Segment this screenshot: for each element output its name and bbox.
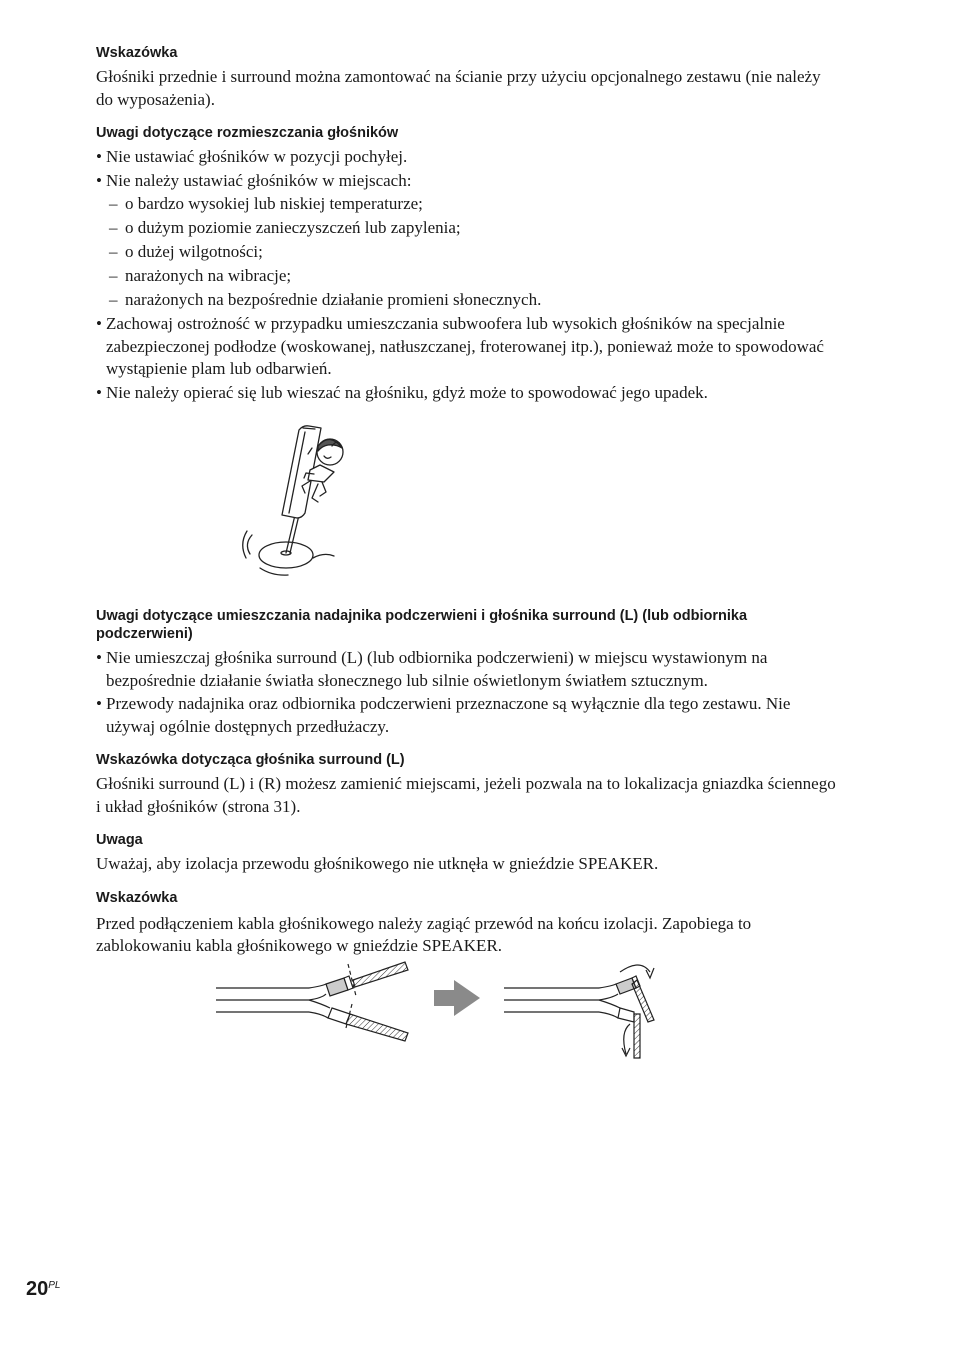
bullet-item: • Nie należy ustawiać głośników w miejscach: — [96, 170, 412, 190]
illustration-speaker-cable-bending — [214, 956, 664, 1066]
dash-item: – o dużym poziomie zanieczyszczeń lub zapylenia; — [109, 218, 461, 237]
bullet-item: • Przewody nadajnika oraz odbiornika podczerwieni przeznaczone są wyłącznie dla tego zestawu. Nie używaj ogólnie dostępnych przedłużaczy. — [96, 694, 791, 736]
heading-note: Uwaga — [96, 832, 143, 848]
heading-tip-surround-l: Wskazówka dotycząca głośnika surround (L) — [96, 752, 405, 768]
paragraph-note: Uważaj, aby izolacja przewodu głośnikowego nie utknęła w gnieździe SPEAKER. — [96, 854, 659, 873]
arrow-right-icon — [434, 980, 480, 1016]
paragraph-surround-swap: Głośniki surround (L) i (R) możesz zamienić miejscami, jeżeli pozwala na to lokalizacja gniazdka ściennego i układ głośników (strona 31). — [96, 774, 836, 816]
dash-item: – narażonych na bezpośrednie działanie promieni słonecznych. — [109, 290, 542, 309]
bullet-item: • Nie ustawiać głośników w pozycji pochyłej. — [96, 147, 408, 166]
bullet-item: • Nie należy opierać się lub wieszać na głośniku, gdyż może to spowodować jego upadek. — [96, 382, 708, 402]
page-number: $20^{PL}$ — [26, 1278, 61, 1300]
dash-item: – o dużej wilgotności; — [109, 242, 263, 261]
paragraph-cable-bend: Przed podłączeniem kabla głośnikowego należy zagiąć przewód na końcu izolacji. Zapobiega to zablokowaniu kabla głośnikowego w gnieździe SPEAKER. — [96, 913, 752, 955]
paragraph-wall-mount: Głośniki przednie i surround można zamontować na ścianie przy użyciu opcjonalnego zestawu (nie należy do wyposażenia). — [96, 67, 821, 109]
bullet-item: • Zachowaj ostrożność w przypadku umieszczania subwoofera lub wysokich głośników na specjalnie zabezpieczonej podłodze (woskowanej, natłuszczanej, froterowanej itp.), ponieważ może to spowodować wystąpienie plam lub odbarwień. — [96, 314, 824, 378]
dash-item: – narażonych na wibracje; — [109, 266, 292, 285]
document-page — [96, 44, 886, 958]
illustration-person-hanging-on-speaker — [242, 418, 362, 583]
heading-tip-wall-mount: Wskazówka — [96, 45, 178, 61]
heading-ir-transmitter-placement: Uwagi dotyczące umieszczania nadajnika podczerwieni i głośnika surround (L) (lub odbiornika podczerwieni) — [96, 608, 748, 642]
heading-tip-cable-bend: Wskazówka — [96, 889, 178, 906]
dash-item: – o bardzo wysokiej lub niskiej temperaturze; — [109, 194, 423, 213]
bullet-item: • Nie umieszczaj głośnika surround (L) (lub odbiornika podczerwieni) w miejscu wystawionym na bezpośrednie działanie światła słonecznego lub silnie oświetlonym światłem sztucznym. — [96, 648, 768, 690]
heading-speaker-placement: Uwagi dotyczące rozmieszczania głośników — [96, 125, 399, 141]
